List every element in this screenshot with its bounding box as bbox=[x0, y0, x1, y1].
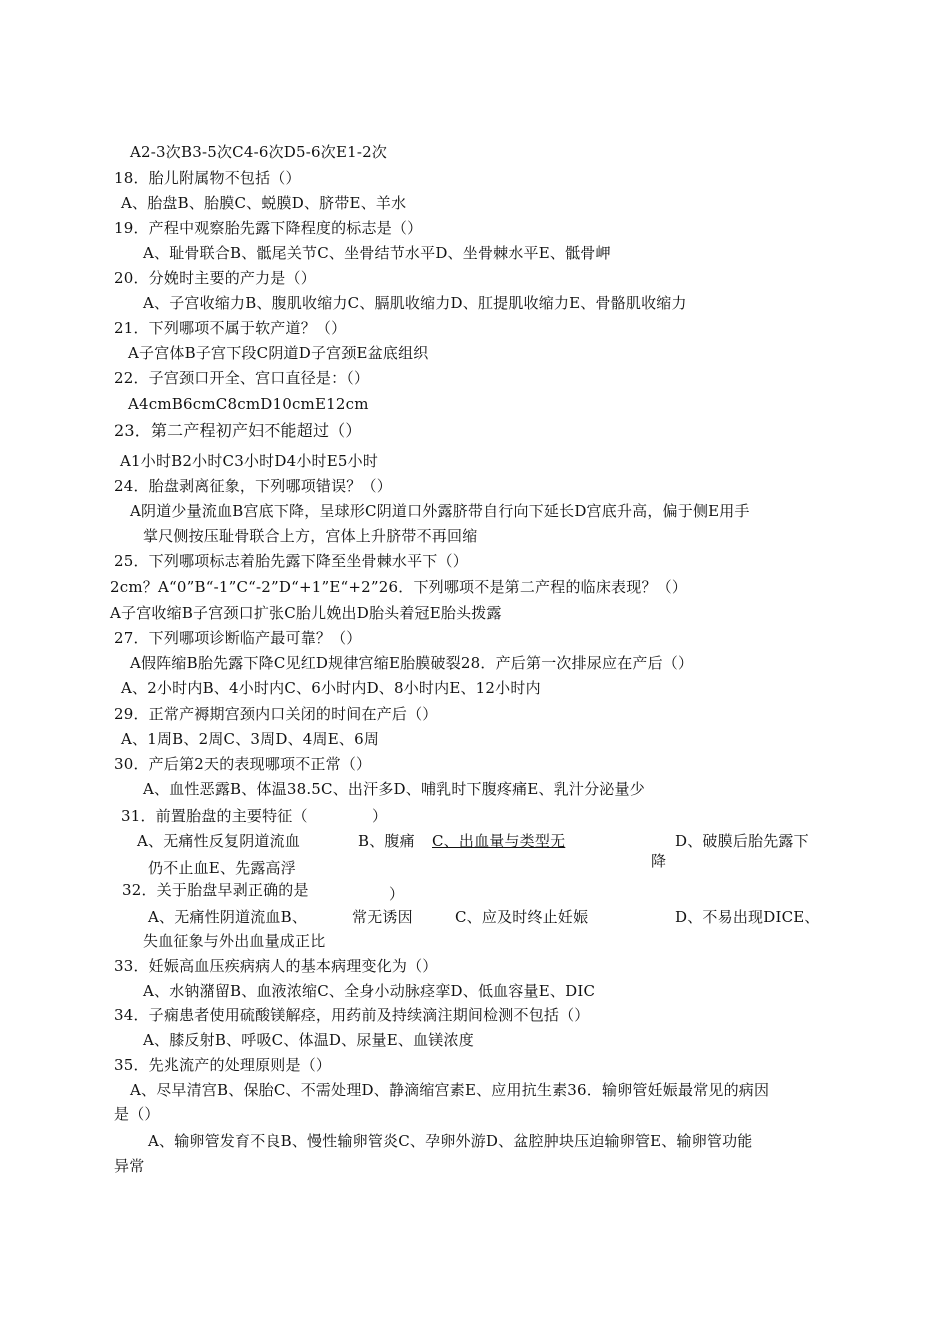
text-line: A、输卵管发育不良B、慢性输卵管炎C、孕卵外游D、盆腔肿块压迫输卵管E、输卵管功能 bbox=[148, 1132, 753, 1150]
text-line: 35．先兆流产的处理原则是（） bbox=[114, 1056, 332, 1074]
text-line: 34．子痫患者使用硫酸镁解痉，用药前及持续滴注期间检测不包括（） bbox=[114, 1006, 590, 1024]
text-line: A、无痛性反复阴道流血 bbox=[137, 832, 301, 850]
text-line: A1小时B2小时C3小时D4小时E5小时 bbox=[120, 452, 379, 470]
text-line: 降 bbox=[651, 852, 667, 870]
text-line: 29．正常产褥期宫颈内口关闭的时间在产后（） bbox=[114, 705, 438, 723]
text-line: A子宫收缩B子宫颈口扩张C胎儿娩出D胎头着冠E胎头拨露 bbox=[110, 604, 502, 622]
text-line: A、血性恶露B、体温38.5C、出汗多D、哺乳时下腹疼痛E、乳汁分泌量少 bbox=[143, 780, 645, 798]
text-line: 2cm？A“0”B“-1”C“-2”D“+1”E“+2”26．下列哪项不是第二产程的临床表现？（） bbox=[110, 578, 688, 596]
text-line: ） bbox=[372, 807, 388, 825]
text-line: 18．胎儿附属物不包括（） bbox=[114, 169, 301, 187]
text-line: 27．下列哪项诊断临产最可靠？（） bbox=[114, 629, 362, 647]
text-line: A、膝反射B、呼吸C、体温D、尿量E、血镁浓度 bbox=[143, 1031, 474, 1049]
text-line: 异常 bbox=[114, 1157, 145, 1175]
text-line: 22．子宫颈口开全、宫口直径是：（） bbox=[114, 369, 370, 387]
text-line: A阴道少量流血B宫底下降，呈球形C阴道口外露脐带自行向下延长D宫底升高，偏于侧E用手 bbox=[130, 502, 750, 520]
text-line: A、尽早清宫B、保胎C、不需处理D、静滴缩宫素E、应用抗生素36．输卵管妊娠最常见的病因 bbox=[130, 1081, 770, 1099]
text-line: 19．产程中观察胎先露下降程度的标志是（） bbox=[114, 219, 423, 237]
text-line: 24．胎盘剥离征象，下列哪项错误？（） bbox=[114, 477, 392, 495]
text-line: A4cmB6cmC8cmD10cmE12cm bbox=[128, 395, 369, 413]
text-line: A子宫体B子宫下段C阴道D子宫颈E盆底组织 bbox=[128, 344, 429, 362]
text-line: A、子宫收缩力B、腹肌收缩力C、膈肌收缩力D、肛提肌收缩力E、骨骼肌收缩力 bbox=[143, 294, 687, 312]
text-line: D、不易出现DICE、 bbox=[675, 908, 820, 926]
text-line: A假阵缩B胎先露下降C见红D规律宫缩E胎膜破裂28．产后第一次排尿应在产后（） bbox=[130, 654, 694, 672]
text-line: 32．关于胎盘早剥正确的是 bbox=[122, 881, 309, 899]
text-line: B、腹痛 bbox=[358, 832, 415, 850]
text-line: A2-3次B3-5次C4-6次D5-6次E1-2次 bbox=[130, 143, 388, 161]
text-line: A、2小时内B、4小时内C、6小时内D、8小时内E、12小时内 bbox=[121, 679, 541, 697]
text-line: C、出血量与类型无 bbox=[432, 832, 566, 850]
text-line: A、水钠潴留B、血液浓缩C、全身小动脉痉挛D、低血容量E、DIC bbox=[143, 982, 596, 1000]
text-line: 30．产后第2天的表现哪项不正常（） bbox=[114, 755, 372, 773]
text-line: C、应及时终止妊娠 bbox=[455, 908, 589, 926]
text-line: 20．分娩时主要的产力是（） bbox=[114, 269, 316, 287]
text-line: 25．下列哪项标志着胎先露下降至坐骨棘水平下（） bbox=[114, 552, 468, 570]
text-line: A、胎盘B、胎膜C、蜕膜D、脐带E、羊水 bbox=[121, 194, 407, 212]
text-line: 常无诱因 bbox=[352, 908, 413, 926]
text-line: 是（） bbox=[114, 1105, 160, 1123]
text-line: 失血征象与外出血量成正比 bbox=[143, 932, 326, 950]
text-line: 21．下列哪项不属于软产道？（） bbox=[114, 319, 347, 337]
text-line: A、1周B、2周C、3周D、4周E、6周 bbox=[121, 730, 380, 748]
text-line: 31．前置胎盘的主要特征（ bbox=[121, 807, 308, 825]
text-line: 仍不止血E、先露高浮 bbox=[148, 859, 296, 877]
text-line: 掌尺侧按压耻骨联合上方，宫体上升脐带不再回缩 bbox=[143, 527, 478, 545]
text-line: A、无痛性阴道流血B、 bbox=[148, 908, 308, 926]
text-line: 23．第二产程初产妇不能超过（） bbox=[114, 421, 362, 440]
text-line: D、破膜后胎先露下 bbox=[675, 832, 809, 850]
text-line: ） bbox=[389, 885, 405, 903]
text-line: A、耻骨联合B、骶尾关节C、坐骨结节水平D、坐骨棘水平E、骶骨岬 bbox=[143, 244, 611, 262]
text-line: 33．妊娠高血压疾病病人的基本病理变化为（） bbox=[114, 957, 438, 975]
